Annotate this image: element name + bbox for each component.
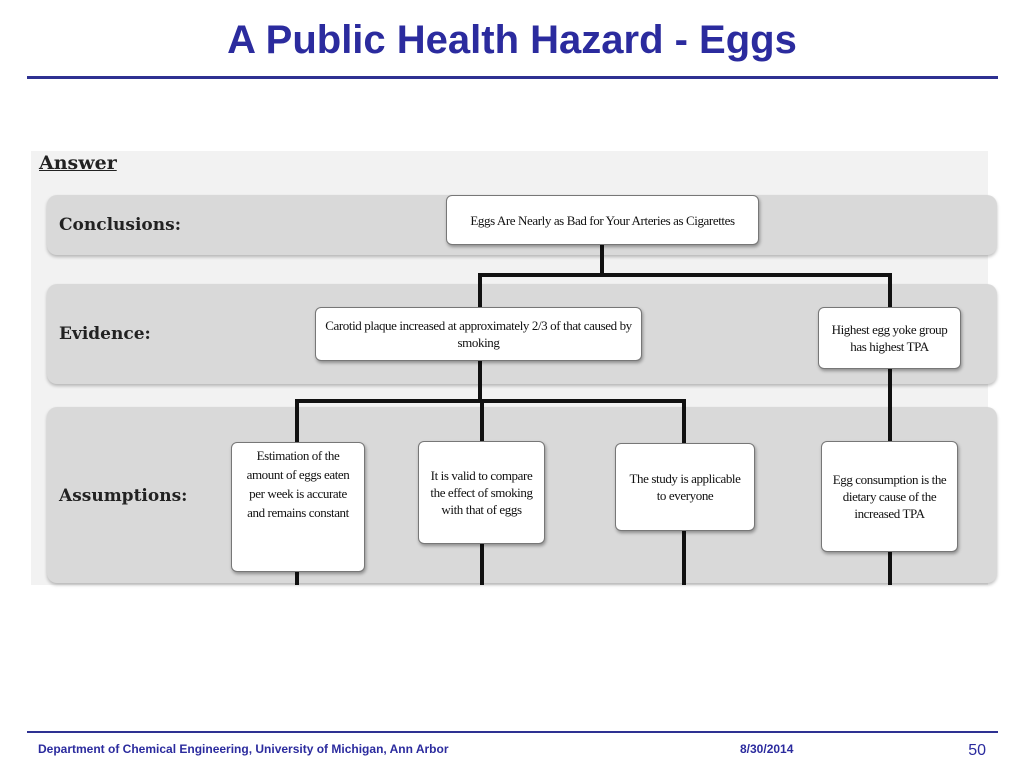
connector-evidence-left (478, 273, 482, 309)
connector-assumption-1 (295, 399, 299, 443)
footer-department: Department of Chemical Engineering, University of Michigan, Ann Arbor (38, 742, 449, 756)
connector-assumptions-bar (295, 399, 686, 403)
connector-tail-3 (682, 530, 686, 585)
evidence-label: Evidence: (59, 324, 151, 344)
assumption-box-3: The study is applicable to everyone (615, 443, 755, 531)
connector-conclusion-down (600, 244, 604, 276)
assumption-box-4: Egg consumption is the dietary cause of the increased TPA (821, 441, 958, 552)
conclusion-box: Eggs Are Nearly as Bad for Your Arteries as Cigarettes (446, 195, 759, 245)
connector-evidence-right (888, 273, 892, 307)
evidence-box-1: Carotid plaque increased at approximately 2/3 of that caused by smoking (315, 307, 642, 361)
connector-assumption-2 (480, 399, 484, 443)
footer-divider (27, 731, 998, 733)
evidence-box-2: Highest egg yoke group has highest TPA (818, 307, 961, 369)
connector-assumption-4 (888, 369, 892, 443)
conclusions-label: Conclusions: (59, 215, 181, 235)
connector-tail-4 (888, 551, 892, 585)
slide-title: A Public Health Hazard - Eggs (227, 18, 797, 62)
connector-tail-2 (480, 543, 484, 585)
title-divider (27, 76, 998, 79)
assumptions-label: Assumptions: (59, 486, 188, 506)
connector-tail-1 (295, 571, 299, 585)
assumption-box-1: Estimation of the amount of eggs eaten per week is accurate and remains constant (231, 442, 365, 572)
connector-evidence-bar (478, 273, 892, 277)
connector-assumption-3 (682, 399, 686, 445)
page-number: 50 (968, 742, 986, 759)
answer-heading: Answer (39, 152, 117, 174)
connector-evidence-left-down (478, 360, 482, 402)
assumption-box-2: It is valid to compare the effect of smoking with that of eggs (418, 441, 545, 544)
footer-date: 8/30/2014 (740, 742, 794, 756)
